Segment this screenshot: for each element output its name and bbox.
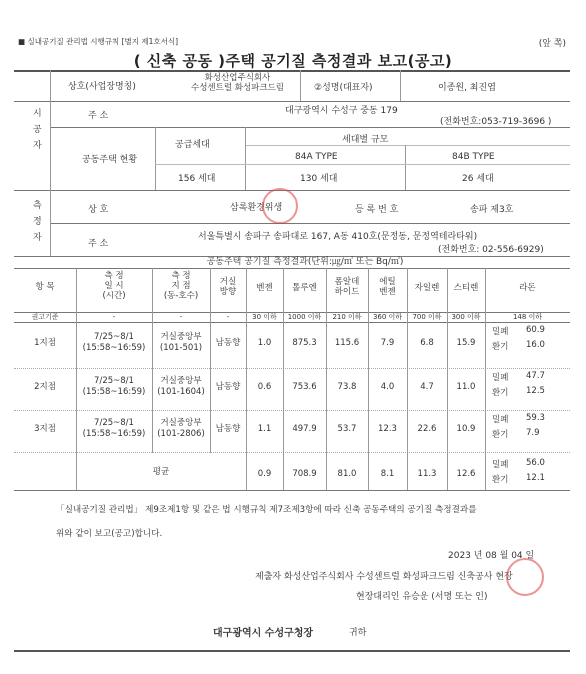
standard-datetime: - [112, 313, 116, 321]
section-char: 정 [33, 217, 42, 227]
standard-benzene: 30 이하 [252, 313, 277, 321]
header-formaldehyde [326, 278, 368, 298]
top-border [14, 70, 570, 72]
row-formaldehyde: 115.6 [334, 338, 360, 348]
measurer-address-value: 서울특별시 송파구 송파대로 167, A동 410호(문정동, 문정역테라타워) [198, 232, 478, 242]
row-orientation: 남동향 [215, 338, 241, 348]
header-toluene: 톨루엔 [292, 283, 317, 293]
row-room: 거실중앙부 [160, 332, 202, 342]
standard-xylene: 700 이하 [412, 313, 442, 321]
rule [245, 145, 570, 146]
type-84a-count: 130 세대 [300, 174, 338, 184]
standard-formaldehyde: 210 이하 [332, 313, 362, 321]
supply-label: 공급세대 [175, 140, 210, 150]
row-ethylbenzene: 7.9 [380, 338, 395, 348]
registration-label: 등 록 번 호 [355, 205, 399, 215]
scale-label: 세대별 규모 [342, 135, 389, 145]
row-radon-closed: 59.3 [526, 413, 545, 423]
type-84a: 84A TYPE [295, 152, 338, 162]
average-formaldehyde: 81.0 [337, 469, 357, 479]
rule [300, 70, 301, 101]
rule [14, 490, 570, 491]
row-unit: (101-1604) [157, 387, 205, 397]
section-char: 자 [33, 141, 42, 151]
average-radon-closed-label: 밀폐 [492, 460, 509, 470]
row-orientation: 남동향 [215, 382, 241, 392]
statement-line-1: 「실내공기질 관리법」 제9조제1항 및 같은 법 시행규칙 제7조제3항에 따라 신축 공동주택의 공기질 측정결과를 [56, 505, 477, 515]
average-radon-vent-label: 환기 [492, 475, 509, 485]
rule [407, 268, 408, 490]
average-radon-closed: 56.0 [526, 458, 545, 468]
row-benzene: 0.6 [257, 382, 272, 392]
header-xylene: 자일렌 [414, 283, 440, 293]
rule [283, 268, 284, 490]
standard-toluene: 1000 이하 [287, 313, 322, 321]
header-line: (시간) [102, 290, 126, 301]
measurer-name-value: 삼록환경위생 [230, 203, 283, 213]
representative-value: 이종원, 최진엽 [438, 83, 496, 93]
address-value: 대구광역시 수성구 중동 179 [285, 106, 398, 116]
document-title: ( 신축 공동 )주택 공기질 측정결과 보고(공고) [133, 52, 453, 70]
statement-line-2: 위와 같이 보고(공고)합니다. [56, 529, 163, 539]
company-name-label: 상호(사업장명칭) [68, 82, 136, 92]
header-benzene: 벤젠 [256, 283, 273, 293]
row-radon-vent: 7.9 [526, 428, 540, 438]
row-divider [14, 452, 570, 453]
standard-label: 권고기준 [31, 313, 59, 321]
average-ethylbenzene: 8.1 [380, 469, 395, 479]
row-date: 7/25~8/1 [94, 332, 134, 342]
row-styrene: 11.0 [456, 382, 476, 392]
header-line: 지 점 [171, 280, 191, 291]
row-radon-closed-label: 밀폐 [492, 327, 509, 337]
header-line: 하이드 [334, 286, 360, 297]
rule [326, 268, 327, 490]
standard-styrene: 300 이하 [451, 313, 481, 321]
header-line: 거실 [219, 277, 237, 287]
average-xylene: 11.3 [417, 469, 437, 479]
rule [14, 322, 570, 323]
row-styrene: 10.9 [456, 424, 476, 434]
row-radon-closed: 47.7 [526, 371, 545, 381]
standard-ethylbenzene: 360 이하 [372, 313, 403, 321]
measurer-section-label [33, 198, 43, 246]
header-line: 방향 [219, 286, 237, 297]
bottom-border [14, 650, 570, 652]
row-radon-vent: 16.0 [526, 340, 545, 350]
rule [400, 70, 401, 101]
row-benzene: 1.0 [257, 338, 272, 348]
header-ethylbenzene [368, 278, 407, 298]
row-toluene: 875.3 [292, 338, 317, 348]
rule [155, 164, 570, 165]
row-room: 거실중앙부 [160, 418, 202, 428]
row-xylene: 4.7 [420, 382, 434, 392]
measurer-seal-stamp [262, 188, 298, 224]
registration-value: 송파 제3호 [470, 205, 514, 215]
rule [155, 127, 156, 190]
form-reference: ■ 실내공기질 관리법 시행규칙 [별지 제1호서식] [18, 37, 179, 46]
row-label: 2지점 [34, 382, 56, 392]
site-agent: 현장대리인 유승운 (서명 또는 인) [356, 592, 488, 602]
row-styrene: 15.9 [456, 338, 476, 348]
section-char: 공 [33, 125, 42, 135]
row-radon-vent-label: 환기 [492, 430, 509, 440]
header-radon: 라돈 [519, 283, 536, 293]
row-xylene: 6.8 [420, 338, 434, 348]
row-radon-closed: 60.9 [526, 325, 545, 335]
row-toluene: 753.6 [292, 382, 317, 392]
representative-label: ②성명(대표자) [314, 83, 373, 93]
company-name-line: 화성산업주식회사 [204, 73, 271, 83]
row-radon-closed-label: 밀폐 [492, 373, 509, 383]
rule [405, 145, 406, 190]
phone-value: (전화번호:053-719-3696 ) [440, 117, 552, 127]
rule [14, 190, 570, 191]
header-line: (동-호수) [163, 290, 199, 301]
rule [14, 268, 570, 269]
row-ethylbenzene: 4.0 [380, 382, 395, 392]
rule [14, 101, 570, 102]
header-datetime [76, 272, 152, 301]
header-line: 벤젠 [379, 286, 396, 297]
submitter: 제출자 화성산업주식회사 수성센트럴 화성파크드림 신축공사 현장 [255, 572, 513, 582]
type-84b: 84B TYPE [452, 152, 495, 162]
report-date: 2023 년 08 월 04 일 [448, 551, 535, 561]
row-label: 3지점 [34, 424, 56, 434]
header-orientation [210, 278, 246, 298]
type-84b-count: 26 세대 [462, 174, 494, 184]
row-divider [14, 410, 570, 411]
rule [368, 268, 369, 490]
row-date: 7/25~8/1 [94, 376, 134, 386]
row-radon-vent: 12.5 [526, 386, 545, 396]
section-char: 측 [33, 201, 42, 211]
header-point [152, 272, 210, 301]
measurer-phone: (전화번호: 02-556-6929) [438, 245, 544, 255]
rule [485, 268, 486, 490]
row-formaldehyde: 73.8 [337, 382, 357, 392]
row-time: (15:58~16:59) [82, 429, 146, 439]
header-line: 측 정 [171, 271, 191, 281]
addressee-honorific: 귀하 [349, 628, 367, 638]
rule [447, 268, 448, 490]
row-toluene: 497.9 [292, 424, 317, 434]
header-styrene: 스티렌 [453, 283, 479, 293]
measurer-address-label: 주 소 [88, 239, 109, 249]
section-char: 자 [33, 233, 42, 243]
supply-total: 156 세대 [178, 174, 216, 184]
row-xylene: 22.6 [417, 424, 437, 434]
rule [50, 223, 570, 224]
standard-radon: 148 이하 [512, 313, 543, 321]
standard-point: - [179, 313, 183, 321]
measurer-name-label: 상 호 [88, 205, 109, 215]
header-line: 측 정 [104, 271, 124, 281]
rule [50, 70, 51, 191]
row-radon-vent-label: 환기 [492, 342, 509, 352]
header-item: 항 목 [35, 282, 55, 292]
header-line: 일 시 [104, 280, 124, 291]
standard-orientation: - [226, 313, 230, 321]
section-char: 시 [33, 109, 42, 119]
row-time: (15:58~16:59) [82, 343, 146, 353]
row-orientation: 남동향 [215, 424, 241, 434]
average-toluene: 708.9 [292, 469, 317, 479]
row-ethylbenzene: 12.3 [378, 424, 397, 434]
address-label: 주 소 [88, 111, 109, 121]
rule [246, 268, 247, 490]
constructor-section-label [33, 106, 43, 154]
row-benzene: 1.1 [257, 424, 272, 434]
rule [50, 190, 51, 256]
company-name-line: 수성센트럴 화성파크드림 [190, 82, 285, 93]
row-unit: (101-501) [159, 343, 203, 353]
header-line: 폼알데 [334, 277, 360, 287]
row-date: 7/25~8/1 [94, 418, 134, 428]
row-room: 거실중앙부 [160, 376, 202, 386]
average-radon-vent: 12.1 [526, 473, 545, 483]
row-radon-vent-label: 환기 [492, 388, 509, 398]
rule [50, 127, 570, 128]
addressee: 대구광역시 수성구청장 [213, 628, 314, 639]
row-radon-closed-label: 밀폐 [492, 415, 509, 425]
housing-status-label: 공동주택 현황 [82, 155, 138, 165]
page-side-label: (앞 쪽) [538, 39, 566, 49]
row-time: (15:58~16:59) [82, 387, 146, 397]
average-benzene: 0.9 [257, 469, 272, 479]
row-label: 1지점 [34, 338, 56, 348]
row-formaldehyde: 53.7 [337, 424, 357, 434]
company-name-value [180, 74, 295, 94]
average-label: 평균 [152, 467, 170, 477]
row-unit: (101-2806) [157, 429, 205, 439]
average-styrene: 12.6 [456, 469, 476, 479]
rule [245, 127, 246, 190]
submitter-seal-stamp [506, 558, 544, 596]
header-line: 에틸 [379, 277, 396, 287]
row-divider [14, 368, 570, 369]
results-caption: 공동주택 공기질 측정결과(단위:㎍/㎥ 또는 Bq/㎥) [206, 257, 404, 267]
